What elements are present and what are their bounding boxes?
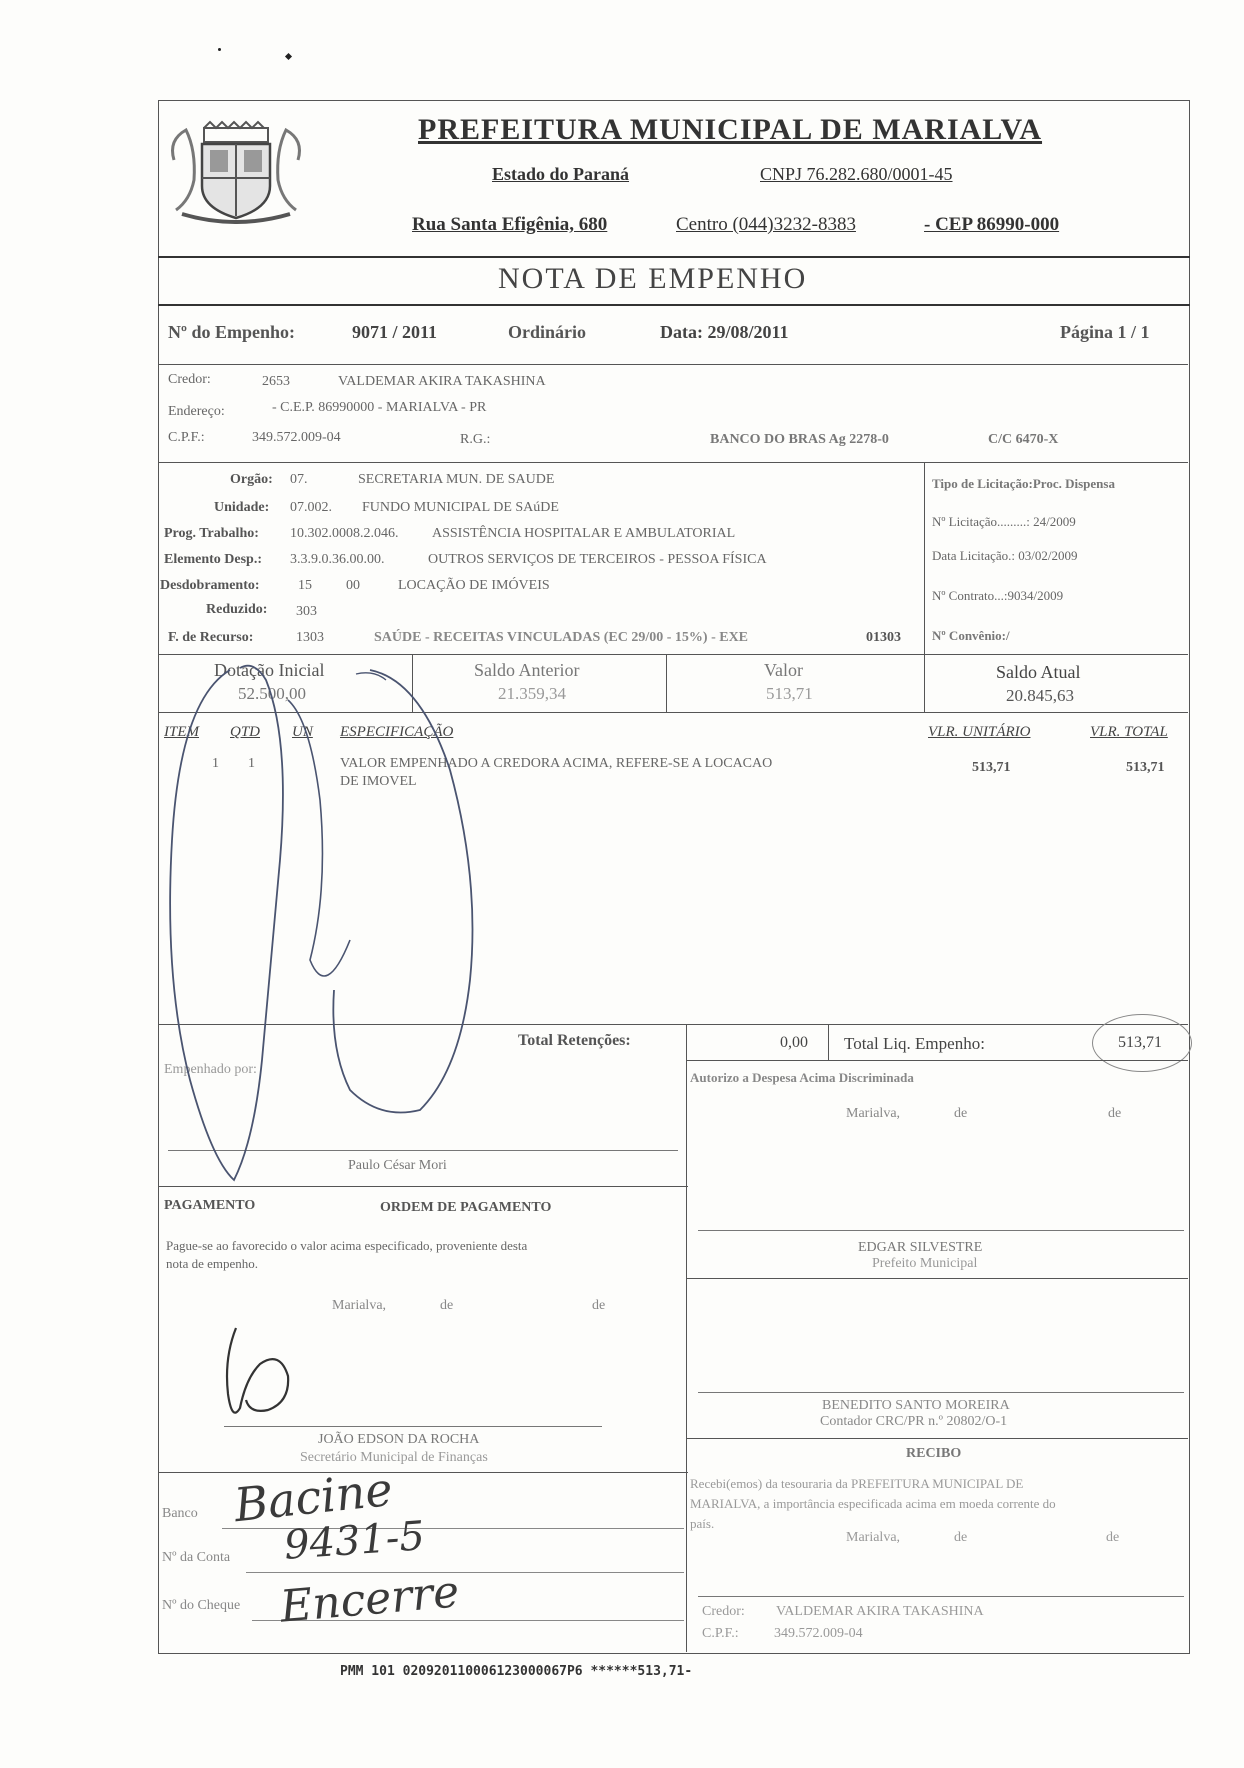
licitacao-numero: Nº Licitação.........: 24/2009 (932, 514, 1076, 529)
desdobramento-label: Desdobramento: (160, 578, 260, 593)
orgao-name: SECRETARIA MUN. DE SAUDE (358, 472, 555, 487)
credor-label: Credor: (168, 372, 211, 387)
divider (158, 364, 1188, 365)
pagamento-label: PAGAMENTO (164, 1198, 256, 1213)
pagamento-de-1: de (440, 1298, 454, 1313)
recurso-number: 01303 (866, 630, 901, 645)
divider (686, 1438, 1188, 1439)
divider (686, 1060, 1188, 1061)
empenhado-name: Paulo César Mori (348, 1158, 447, 1173)
bank-account: C/C 6470-X (988, 432, 1059, 447)
divider (924, 462, 925, 654)
dotacao-value: 52.500,00 (238, 684, 306, 703)
desdobramento-sub: 00 (346, 578, 360, 593)
saldo-atual-label: Saldo Atual (996, 662, 1081, 682)
elemento-name: OUTROS SERVIÇOS DE TERCEIROS - PESSOA FÍSICA (428, 552, 767, 567)
pague-text-2: nota de empenho. (166, 1256, 259, 1271)
page-title: PREFEITURA MUNICIPAL DE MARIALVA (418, 113, 1043, 146)
desdobramento-name: LOCAÇÃO DE IMÓVEIS (398, 578, 550, 593)
col-qtd: QTD (230, 724, 261, 740)
signature-line (698, 1392, 1184, 1393)
recibo-text-1: Recebi(emos) da tesouraria da PREFEITURA MUNICIPAL DE (690, 1476, 1024, 1491)
pagamento-city: Marialva, (332, 1298, 387, 1313)
elemento-code: 3.3.9.0.36.00.00. (290, 552, 385, 567)
district-phone: Centro (044)3232-8383 (676, 214, 856, 235)
licitacao-tipo: Tipo de Licitação:Proc. Dispensa (932, 476, 1115, 491)
item-spec-line2: DE IMOVEL (340, 774, 417, 789)
divider (158, 1472, 688, 1473)
secretario-title: Secretário Municipal de Finanças (300, 1450, 488, 1465)
divider (924, 654, 925, 712)
autorizo-de-2: de (1108, 1106, 1122, 1121)
liq-empenho-label: Total Liq. Empenho: (844, 1034, 985, 1053)
prog-name: ASSISTÊNCIA HOSPITALAR E AMBULATORIAL (432, 526, 736, 541)
prefeito-name: EDGAR SILVESTRE (858, 1240, 983, 1255)
title-divider (158, 304, 1190, 306)
credor-code: 2653 (262, 374, 290, 389)
liq-empenho-value: 513,71 (1118, 1034, 1162, 1051)
divider (686, 1278, 1188, 1279)
autorizo-de-1: de (954, 1106, 968, 1121)
cnpj: CNPJ 76.282.680/0001-45 (760, 164, 953, 184)
divider (686, 1024, 687, 1060)
item-spec-line1: VALOR EMPENHADO A CREDORA ACIMA, REFERE-SE A LOCACAO (340, 756, 773, 771)
conta-handwritten: 9431-5 (282, 1513, 427, 1569)
valor-value: 513,71 (766, 684, 813, 703)
signature-line (698, 1596, 1184, 1597)
recurso-code: 1303 (296, 630, 324, 645)
cep: - CEP 86990-000 (924, 214, 1060, 235)
header-divider (158, 256, 1190, 258)
rg-label: R.G.: (460, 432, 491, 447)
valor-label: Valor (764, 660, 803, 680)
saldo-atual-value: 20.845,63 (1006, 686, 1074, 705)
item-number: 1 (212, 756, 219, 771)
licitacao-data: Data Licitação.: 03/02/2009 (932, 548, 1078, 563)
recibo-text-3: país. (690, 1516, 715, 1531)
saldo-anterior-label: Saldo Anterior (474, 660, 580, 680)
recibo-de-1: de (954, 1530, 968, 1545)
document-title: NOTA DE EMPENHO (498, 262, 808, 295)
coat-of-arms-icon (166, 120, 306, 224)
signature-line (698, 1230, 1184, 1231)
field-line (246, 1572, 684, 1573)
prog-code: 10.302.0008.2.046. (290, 526, 399, 541)
recibo-de-2: de (1106, 1530, 1120, 1545)
convenio-numero: Nº Convênio:/ (932, 628, 1010, 643)
item-unit-value: 513,71 (972, 760, 1011, 775)
divider (158, 462, 1188, 463)
divider (666, 654, 667, 712)
item-total-value: 513,71 (1126, 760, 1165, 775)
recibo-cpf-label: C.P.F.: (702, 1626, 739, 1641)
col-item: ITEM (164, 724, 199, 740)
retencoes-label: Total Retenções: (518, 1032, 631, 1049)
address: Rua Santa Efigênia, 680 (412, 214, 608, 235)
banco-handwritten: Bacine (231, 1461, 395, 1533)
col-un: UN (292, 724, 313, 740)
endereco-label: Endereço: (168, 404, 225, 419)
dotacao-label: Dotação Inicial (214, 660, 325, 680)
contador-name: BENEDITO SANTO MOREIRA (822, 1398, 1010, 1413)
empenho-date: Data: 29/08/2011 (660, 322, 789, 342)
empenho-number-label: Nº do Empenho: (168, 322, 295, 342)
recurso-name: SAÚDE - RECEITAS VINCULADAS (EC 29/00 - 15%) - EXE (374, 630, 749, 645)
state-name: Estado do Paraná (492, 164, 630, 184)
autorizo-city: Marialva, (846, 1106, 901, 1121)
bank-info: BANCO DO BRAS Ag 2278-0 (710, 432, 889, 447)
empenhado-por-label: Empenhado por: (164, 1062, 257, 1077)
contador-title: Contador CRC/PR n.º 20802/O-1 (820, 1414, 1008, 1429)
cpf-value: 349.572.009-04 (252, 430, 341, 445)
retencoes-value: 0,00 (780, 1034, 808, 1051)
signature-mark (210, 1318, 320, 1428)
col-vlr-unitario: VLR. UNITÁRIO (928, 724, 1031, 740)
saldo-anterior-value: 21.359,34 (498, 684, 566, 703)
unidade-code: 07.002. (290, 500, 332, 515)
unidade-name: FUNDO MUNICIPAL DE SAúDE (362, 500, 559, 515)
prefeito-title: Prefeito Municipal (872, 1256, 978, 1271)
recibo-label: RECIBO (906, 1446, 962, 1461)
reduzido-value: 303 (296, 604, 317, 619)
desdobramento-code: 15 (298, 578, 312, 593)
secretario-name: JOÃO EDSON DA ROCHA (318, 1432, 480, 1447)
autorizo-text: Autorizo a Despesa Acima Discriminada (690, 1070, 914, 1085)
col-especificacao: ESPECIFICAÇÃO (340, 724, 454, 740)
scan-speck (285, 53, 292, 60)
footer-code: PMM 101 020920110006123000067P6 ******513,71- (340, 1664, 693, 1679)
recibo-text-2: MARIALVA, a importância especificada acima em moeda corrente do (690, 1496, 1056, 1511)
empenho-type: Ordinário (508, 322, 587, 342)
divider (828, 1024, 829, 1060)
cheque-handwritten: Encerre (278, 1566, 462, 1633)
ordem-pagamento-label: ORDEM DE PAGAMENTO (380, 1200, 552, 1215)
cheque-label: Nº do Cheque (162, 1598, 241, 1613)
pagamento-de-2: de (592, 1298, 606, 1313)
recibo-credor-label: Credor: (702, 1604, 745, 1619)
credor-name: VALDEMAR AKIRA TAKASHINA (338, 374, 546, 389)
banco-label: Banco (162, 1506, 198, 1521)
page-number: Página 1 / 1 (1060, 322, 1150, 342)
contrato-numero: Nº Contrato...:9034/2009 (932, 588, 1064, 603)
cpf-label: C.P.F.: (168, 430, 205, 445)
recibo-cpf-value: 349.572.009-04 (774, 1626, 863, 1641)
conta-label: Nº da Conta (162, 1550, 231, 1565)
unidade-label: Unidade: (214, 500, 270, 515)
item-qtd: 1 (248, 756, 255, 771)
prog-label: Prog. Trabalho: (164, 526, 259, 541)
pen-loop-mark (320, 650, 580, 1150)
col-vlr-total: VLR. TOTAL (1090, 724, 1168, 740)
orgao-code: 07. (290, 472, 308, 487)
endereco-value: - C.E.P. 86990000 - MARIALVA - PR (272, 400, 487, 415)
recurso-label: F. de Recurso: (168, 630, 254, 645)
liq-empenho-circle (1092, 1014, 1192, 1072)
recibo-city: Marialva, (846, 1530, 901, 1545)
elemento-label: Elemento Desp.: (164, 552, 262, 567)
scan-speck (218, 48, 221, 51)
orgao-label: Orgão: (230, 472, 273, 487)
reduzido-label: Reduzido: (206, 602, 268, 617)
pague-text-1: Pague-se ao favorecido o valor acima especificado, proveniente desta (166, 1238, 528, 1253)
empenho-number: 9071 / 2011 (352, 322, 438, 342)
divider (686, 1060, 687, 1652)
recibo-credor-name: VALDEMAR AKIRA TAKASHINA (776, 1604, 984, 1619)
